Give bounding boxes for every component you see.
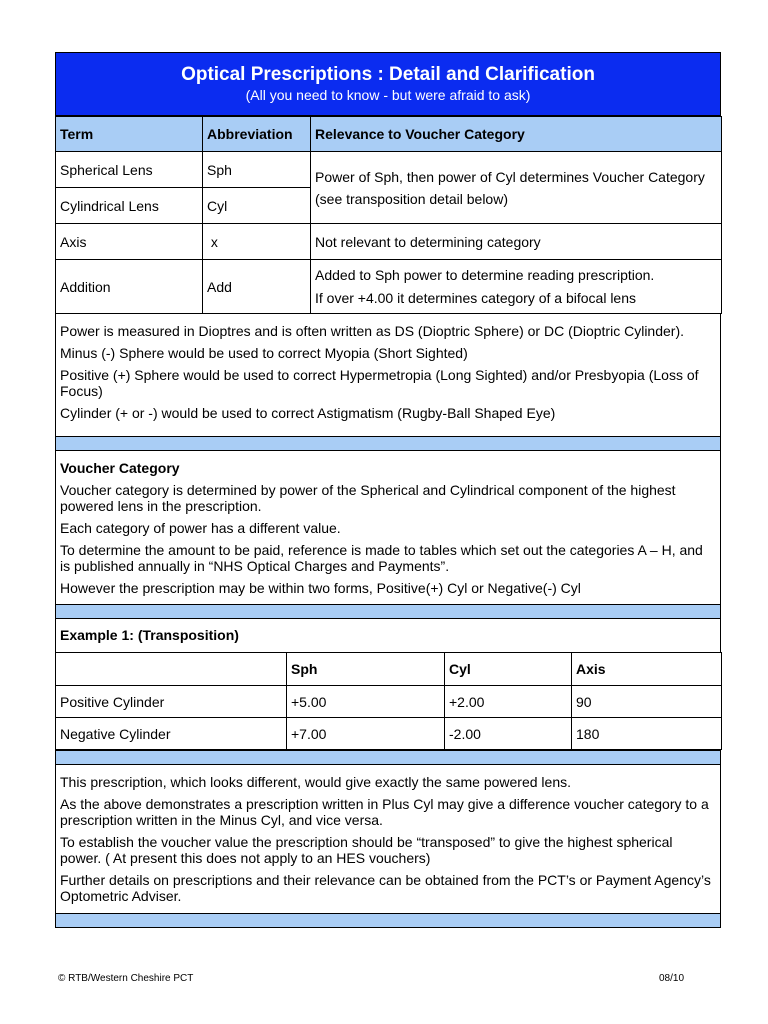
col-header-blank	[56, 653, 287, 686]
title-banner	[55, 52, 721, 116]
relevance-cell: Not relevant to determining category	[311, 224, 722, 260]
note-paragraph: This prescription, which looks different, would give exactly the same powered lens.	[60, 774, 571, 790]
footer-copyright: © RTB/Western Cheshire PCT	[58, 973, 194, 984]
voucher-section	[55, 450, 721, 605]
axis-cell: 90	[572, 686, 722, 718]
divider-band	[55, 913, 721, 928]
col-header-abbreviation: Abbreviation	[203, 117, 311, 152]
closing-notes	[55, 764, 721, 914]
term-cell: Axis	[56, 224, 203, 260]
table-row	[56, 718, 722, 750]
relevance-line: (see transposition detail below)	[315, 190, 508, 207]
example-label-cell: Positive Cylinder	[56, 686, 287, 718]
abbreviation-cell: x	[203, 224, 311, 260]
voucher-paragraph: Voucher category is determined by power of the Spherical and Cylindrical component of the highest powered lens in the prescription.	[60, 482, 676, 514]
note-paragraph: Minus (-) Sphere would be used to correct Myopia (Short Sighted)	[60, 345, 468, 361]
col-header-sph: Sph	[287, 653, 445, 686]
note-paragraph: Positive (+) Sphere would be used to correct Hypermetropia (Long Sighted) and/or Presbyopia (Loss of Focus)	[60, 367, 699, 399]
table-row	[56, 152, 722, 188]
example-heading-box	[55, 618, 721, 653]
relevance-cell	[311, 260, 722, 314]
footer-date: 08/10	[659, 973, 685, 984]
table-row	[56, 686, 722, 718]
power-notes	[55, 313, 721, 437]
table-row	[56, 224, 722, 260]
col-header-relevance: Relevance to Voucher Category	[311, 117, 722, 152]
col-header-cyl: Cyl	[445, 653, 572, 686]
cyl-cell: +2.00	[445, 686, 572, 718]
page-subtitle: (All you need to know - but were afraid to ask)	[245, 87, 531, 103]
relevance-line: Added to Sph power to determine reading prescription.	[315, 266, 655, 283]
note-paragraph: To establish the voucher value the prescription should be “transposed” to give the highest spherical power. ( At present this does not apply to an HES vouchers)	[60, 834, 673, 866]
col-header-term: Term	[56, 117, 203, 152]
divider-band	[55, 750, 721, 765]
note-paragraph: Power is measured in Dioptres and is often written as DS (Dioptric Sphere) or DC (Dioptric Cylinder).	[60, 323, 684, 339]
term-cell: Addition	[56, 260, 203, 314]
table-row	[56, 260, 722, 314]
relevance-line: Power of Sph, then power of Cyl determines Voucher Category	[315, 168, 705, 185]
term-cell: Cylindrical Lens	[56, 188, 203, 224]
relevance-line: If over +4.00 it determines category of a bifocal lens	[315, 289, 637, 306]
voucher-paragraph: However the prescription may be within two forms, Positive(+) Cyl or Negative(-) Cyl	[60, 580, 581, 596]
note-paragraph: Further details on prescriptions and their relevance can be obtained from the PCT’s or Payment Agency’s Optometric Adviser.	[60, 872, 711, 904]
divider-band	[55, 436, 721, 451]
page-title: Optical Prescriptions : Detail and Clarification	[181, 64, 595, 85]
note-paragraph: Cylinder (+ or -) would be used to correct Astigmatism (Rugby-Ball Shaped Eye)	[60, 405, 556, 421]
example-label-cell: Negative Cylinder	[56, 718, 287, 750]
abbreviation-cell: Add	[203, 260, 311, 314]
terms-table	[55, 116, 722, 314]
example-table	[55, 652, 722, 750]
sph-cell: +7.00	[287, 718, 445, 750]
abbreviation-cell: Cyl	[203, 188, 311, 224]
cyl-cell: -2.00	[445, 718, 572, 750]
section-heading: Voucher Category	[60, 460, 180, 476]
terms-header-row	[56, 117, 722, 152]
sph-cell: +5.00	[287, 686, 445, 718]
abbreviation-cell: Sph	[203, 152, 311, 188]
col-header-axis: Axis	[572, 653, 722, 686]
example-header-row	[56, 653, 722, 686]
voucher-paragraph: Each category of power has a different value.	[60, 520, 341, 536]
axis-cell: 180	[572, 718, 722, 750]
term-cell: Spherical Lens	[56, 152, 203, 188]
voucher-paragraph: To determine the amount to be paid, reference is made to tables which set out the categories A – H, and is published annually in “NHS Optical Charges and Payments”.	[60, 542, 703, 574]
divider-band	[55, 604, 721, 619]
note-paragraph: As the above demonstrates a prescription written in Plus Cyl may give a difference voucher category to a prescription written in the Minus Cyl, and vice versa.	[60, 796, 709, 828]
example-heading: Example 1: (Transposition)	[60, 627, 239, 643]
relevance-cell	[311, 152, 722, 224]
